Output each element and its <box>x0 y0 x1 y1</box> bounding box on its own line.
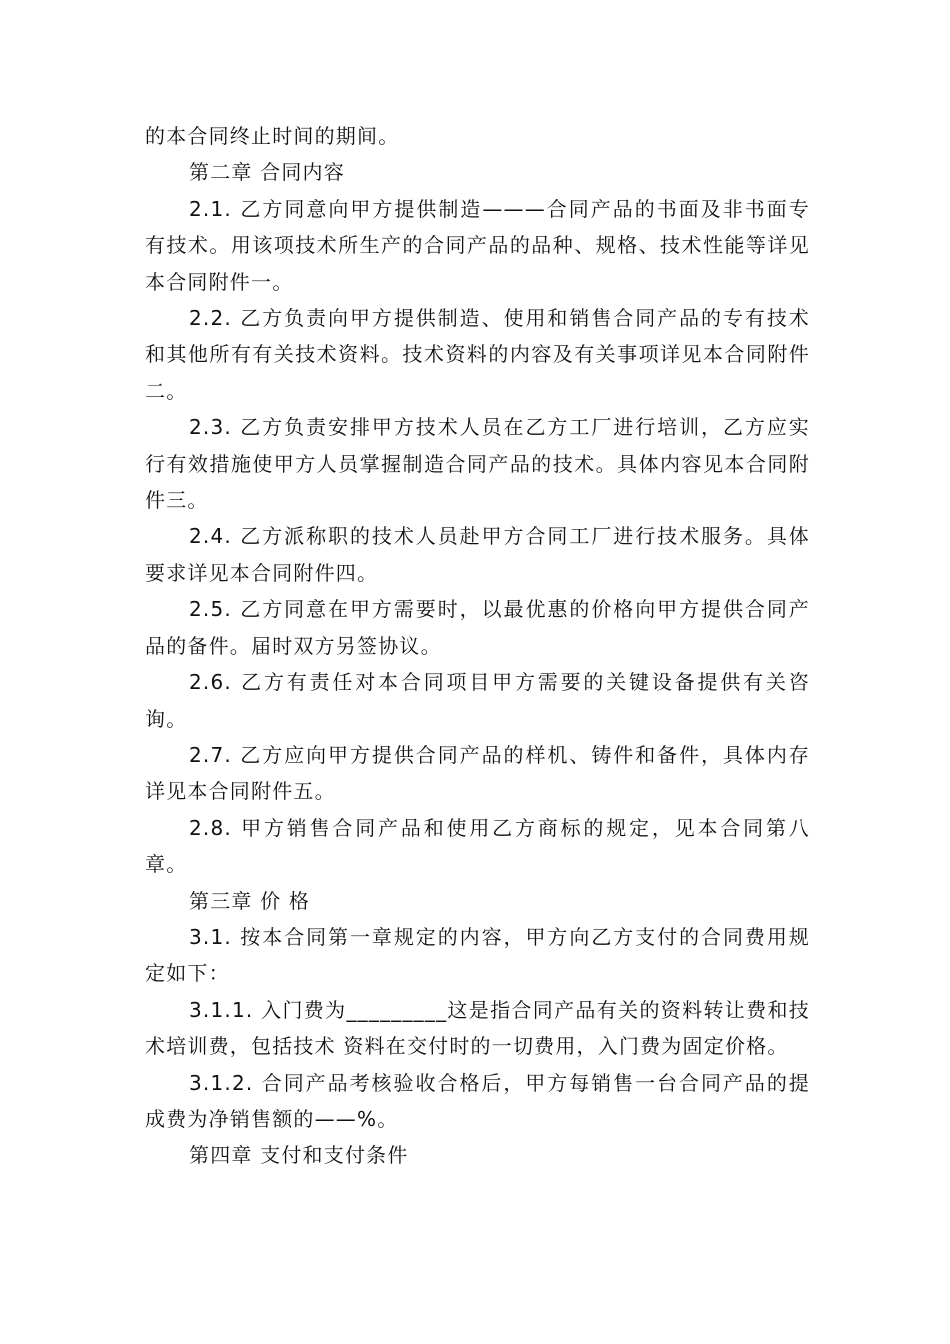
clause-3-1-1: 3.1.1. 入门费为_________这是指合同产品有关的资料转让费和技术培训费，包括技术 资料在交付时的一切费用，入门费为固定价格。 <box>145 997 810 1059</box>
clause-2-1: 2.1. 乙方同意向甲方提供制造———合同产品的书面及非书面专有技术。用该项技术所生产的合同产品的品种、规格、技术性能等详见本合同附件一。 <box>145 196 810 294</box>
chapter-heading-4: 第四章 支付和支付条件 <box>189 1143 409 1168</box>
clause-2-8: 2.8. 甲方销售合同产品和使用乙方商标的规定，见本合同第八章。 <box>145 815 810 877</box>
paragraph-continuation: 的本合同终止时间的期间。 <box>145 124 400 148</box>
document-body <box>145 118 810 1174</box>
clause-2-6: 2.6. 乙方有责任对本合同项目甲方需要的关键设备提供有关咨询。 <box>145 670 810 731</box>
clause-2-3: 2.3. 乙方负责安排甲方技术人员在乙方工厂进行培训，乙方应实行有效措施使甲方人员掌握制造合同产品的技术。具体内容见本合同附件三。 <box>145 415 810 513</box>
clause-2-2: 2.2. 乙方负责向甲方提供制造、使用和销售合同产品的专有技术和其他所有有关技术资料。技术资料的内容及有关事项详见本合同附件二。 <box>145 306 810 403</box>
clause-2-4: 2.4. 乙方派称职的技术人员赴甲方合同工厂进行技术服务。具体要求详见本合同附件四。 <box>145 524 810 585</box>
clause-2-7: 2.7. 乙方应向甲方提供合同产品的样机、铸件和备件，具体内存详见本合同附件五。 <box>145 742 810 804</box>
clause-3-1: 3.1. 按本合同第一章规定的内容，甲方向乙方支付的合同费用规定如下： <box>145 924 810 986</box>
clause-3-1-2: 3.1.2. 合同产品考核验收合格后，甲方每销售一台合同产品的提成费为净销售额的——%。 <box>145 1070 810 1131</box>
chapter-heading-3: 第三章 价 格 <box>189 888 311 913</box>
chapter-heading-2: 第二章 合同内容 <box>189 160 345 185</box>
clause-2-5: 2.5. 乙方同意在甲方需要时，以最优惠的价格向甲方提供合同产品的备件。届时双方另签协议。 <box>145 597 810 658</box>
